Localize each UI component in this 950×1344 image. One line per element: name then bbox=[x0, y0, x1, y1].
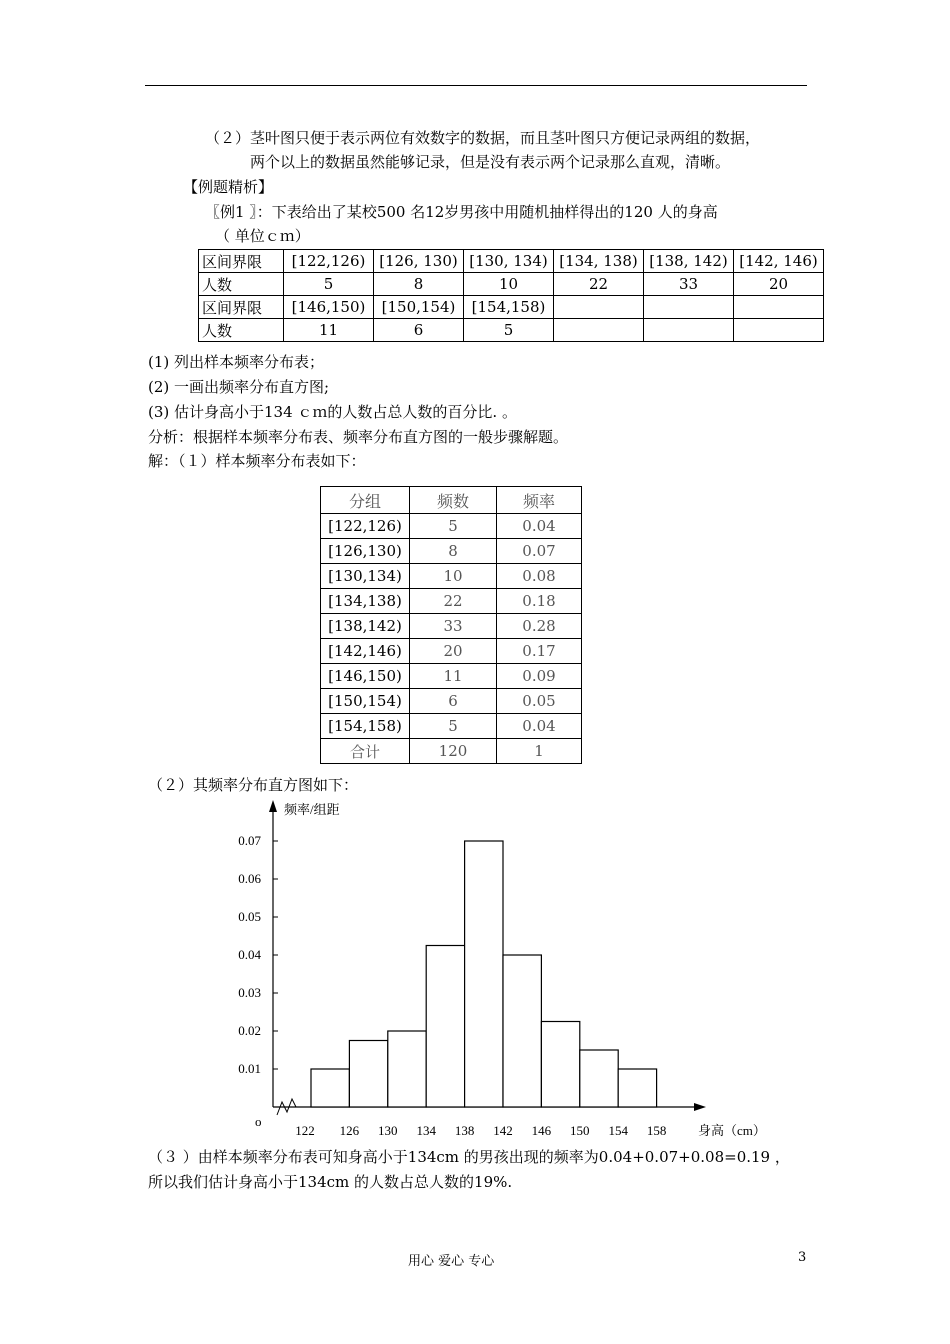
column-header: 频率 bbox=[497, 487, 582, 514]
x-tick-label: 138 bbox=[454, 1123, 475, 1138]
table-cell: 22 bbox=[554, 273, 644, 296]
group-cell: [122,126) bbox=[321, 514, 410, 539]
group-cell: [130,134) bbox=[321, 564, 410, 589]
count-cell: 11 bbox=[410, 664, 497, 689]
table-cell: 6 bbox=[374, 319, 464, 342]
table-cell: [146,150) bbox=[284, 296, 374, 319]
group-cell: [150,154) bbox=[321, 689, 410, 714]
histogram-bar-134-138 bbox=[426, 946, 464, 1108]
group-cell: [126,130) bbox=[321, 539, 410, 564]
histogram-bar-126-130 bbox=[349, 1041, 387, 1108]
table-cell: [142, 146) bbox=[734, 250, 824, 273]
footer-motto: 用心 爱心 专心 bbox=[408, 1254, 495, 1269]
freq-cell: 0.09 bbox=[497, 664, 582, 689]
intro-line-1: （２）茎叶图只便于表示两位有效数字的数据，而且茎叶图只方便记录两组的数据， bbox=[205, 129, 761, 147]
solution-3-line-1: （３ ）由样本频率分布表可知身高小于134cm 的男孩出现的频率为0.04+0.07+0.08=0.19 ， bbox=[148, 1148, 790, 1166]
solution-3-line-2: 所以我们估计身高小于134cm 的人数占总人数的19%. bbox=[148, 1173, 513, 1191]
x-tick-label: 158 bbox=[646, 1123, 667, 1138]
table-cell: [134, 138) bbox=[554, 250, 644, 273]
y-tick-label: 0.05 bbox=[238, 909, 261, 924]
table-cell: 20 bbox=[734, 273, 824, 296]
group-cell: [138,142) bbox=[321, 614, 410, 639]
group-cell: [146,150) bbox=[321, 664, 410, 689]
count-cell: 5 bbox=[410, 514, 497, 539]
y-axis-arrow bbox=[269, 800, 277, 812]
column-header: 分组 bbox=[321, 487, 410, 514]
height-data-table bbox=[198, 249, 824, 342]
freq-cell: 0.08 bbox=[497, 564, 582, 589]
section-title: 【例题精析】 bbox=[183, 178, 274, 196]
table-header-row bbox=[321, 487, 582, 514]
table-cell bbox=[734, 319, 824, 342]
freq-cell: 0.05 bbox=[497, 689, 582, 714]
table-cell bbox=[554, 319, 644, 342]
table-cell: 11 bbox=[284, 319, 374, 342]
table-cell: 8 bbox=[374, 273, 464, 296]
table-cell: 10 bbox=[464, 273, 554, 296]
histogram-bar-142-146 bbox=[503, 955, 541, 1107]
row-label: 区间界限 bbox=[199, 250, 284, 273]
table-row bbox=[321, 514, 582, 539]
page-number: 3 bbox=[798, 1250, 807, 1265]
table-row bbox=[321, 714, 582, 739]
histogram-bar-130-134 bbox=[388, 1031, 426, 1107]
table-cell: [138, 142) bbox=[644, 250, 734, 273]
count-cell: 120 bbox=[410, 739, 497, 764]
table-row bbox=[199, 319, 824, 342]
histogram-bar-122-126 bbox=[311, 1069, 349, 1107]
x-tick-label: 150 bbox=[570, 1123, 590, 1138]
table-cell: 5 bbox=[284, 273, 374, 296]
x-tick-label: 154 bbox=[608, 1123, 628, 1138]
table-cell: [130, 134) bbox=[464, 250, 554, 273]
table-row bbox=[321, 614, 582, 639]
table-row bbox=[199, 273, 824, 296]
total-label-cell: 合计 bbox=[321, 739, 410, 764]
x-tick-label: 122 bbox=[295, 1123, 315, 1138]
row-label: 人数 bbox=[199, 273, 284, 296]
freq-cell: 0.07 bbox=[497, 539, 582, 564]
table-row bbox=[321, 589, 582, 614]
question-1: (1) 列出样本频率分布表； bbox=[148, 353, 325, 371]
x-tick-label: 146 bbox=[531, 1123, 552, 1138]
table-cell: [150,154) bbox=[374, 296, 464, 319]
freq-cell: 0.04 bbox=[497, 714, 582, 739]
solution-2-text: （２）其频率分布直方图如下： bbox=[148, 776, 359, 794]
table-cell bbox=[644, 296, 734, 319]
x-tick-label: 130 bbox=[378, 1123, 398, 1138]
y-tick-label: 0.04 bbox=[238, 947, 261, 962]
count-cell: 10 bbox=[410, 564, 497, 589]
x-axis-label: 身高（cm） bbox=[698, 1123, 766, 1138]
question-3: (3) 估计身高小于134 ｃｍ的人数占总人数的百分比. 。 bbox=[148, 403, 517, 421]
histogram-bar-154-158 bbox=[618, 1069, 656, 1107]
table-cell: [122,126) bbox=[284, 250, 374, 273]
count-cell: 5 bbox=[410, 714, 497, 739]
y-tick-label: 0.02 bbox=[238, 1023, 261, 1038]
group-cell: [154,158) bbox=[321, 714, 410, 739]
count-cell: 22 bbox=[410, 589, 497, 614]
freq-cell: 0.28 bbox=[497, 614, 582, 639]
table-total-row bbox=[321, 739, 582, 764]
table-row bbox=[199, 296, 824, 319]
y-axis-label: 频率/组距 bbox=[284, 802, 340, 817]
intro-line-2: 两个以上的数据虽然能够记录，但是没有表示两个记录那么直观，清晰。 bbox=[250, 153, 731, 171]
example-line-1: 〖例1 〗：下表给出了某校500 名12岁男孩中用随机抽样得出的120 人的身高 bbox=[205, 203, 718, 221]
y-tick-label: 0.03 bbox=[238, 985, 261, 1000]
freq-cell: 0.18 bbox=[497, 589, 582, 614]
y-tick-label: 0.01 bbox=[238, 1061, 261, 1076]
example-line-2: （ 单位ｃｍ） bbox=[215, 227, 310, 245]
count-cell: 8 bbox=[410, 539, 497, 564]
x-tick-label: 142 bbox=[493, 1123, 513, 1138]
x-tick-label: 134 bbox=[416, 1123, 436, 1138]
table-row bbox=[321, 539, 582, 564]
table-row bbox=[321, 639, 582, 664]
row-label: 区间界限 bbox=[199, 296, 284, 319]
frequency-table bbox=[320, 486, 582, 764]
table-row bbox=[321, 664, 582, 689]
table-cell bbox=[644, 319, 734, 342]
y-tick-label: 0.06 bbox=[238, 871, 261, 886]
header-rule bbox=[145, 85, 807, 86]
table-cell: [154,158) bbox=[464, 296, 554, 319]
x-axis-arrow bbox=[694, 1103, 706, 1111]
row-label: 人数 bbox=[199, 319, 284, 342]
column-header: 频数 bbox=[410, 487, 497, 514]
freq-cell: 0.17 bbox=[497, 639, 582, 664]
table-cell bbox=[554, 296, 644, 319]
group-cell: [134,138) bbox=[321, 589, 410, 614]
freq-cell: 0.04 bbox=[497, 514, 582, 539]
histogram-bar-138-142 bbox=[465, 841, 503, 1107]
table-cell: 33 bbox=[644, 273, 734, 296]
table-cell: [126, 130) bbox=[374, 250, 464, 273]
table-row bbox=[321, 564, 582, 589]
table-cell: 5 bbox=[464, 319, 554, 342]
count-cell: 6 bbox=[410, 689, 497, 714]
y-tick-label: 0.07 bbox=[238, 833, 261, 848]
origin-label: o bbox=[255, 1114, 262, 1129]
question-2: (2) 一画出频率分布直方图; bbox=[148, 378, 330, 396]
table-row bbox=[321, 689, 582, 714]
histogram-bar-146-150 bbox=[541, 1022, 579, 1108]
count-cell: 20 bbox=[410, 639, 497, 664]
freq-cell: 1 bbox=[497, 739, 582, 764]
histogram-bar-150-154 bbox=[580, 1050, 618, 1107]
solution-1-text: 解：（１）样本频率分布表如下： bbox=[148, 452, 366, 470]
table-row bbox=[199, 250, 824, 273]
count-cell: 33 bbox=[410, 614, 497, 639]
group-cell: [142,146) bbox=[321, 639, 410, 664]
table-cell bbox=[734, 296, 824, 319]
x-tick-label: 126 bbox=[339, 1123, 360, 1138]
analysis-text: 分析：根据样本频率分布表、频率分布直方图的一般步骤解题。 bbox=[148, 428, 569, 446]
histogram-chart bbox=[0, 790, 950, 1150]
